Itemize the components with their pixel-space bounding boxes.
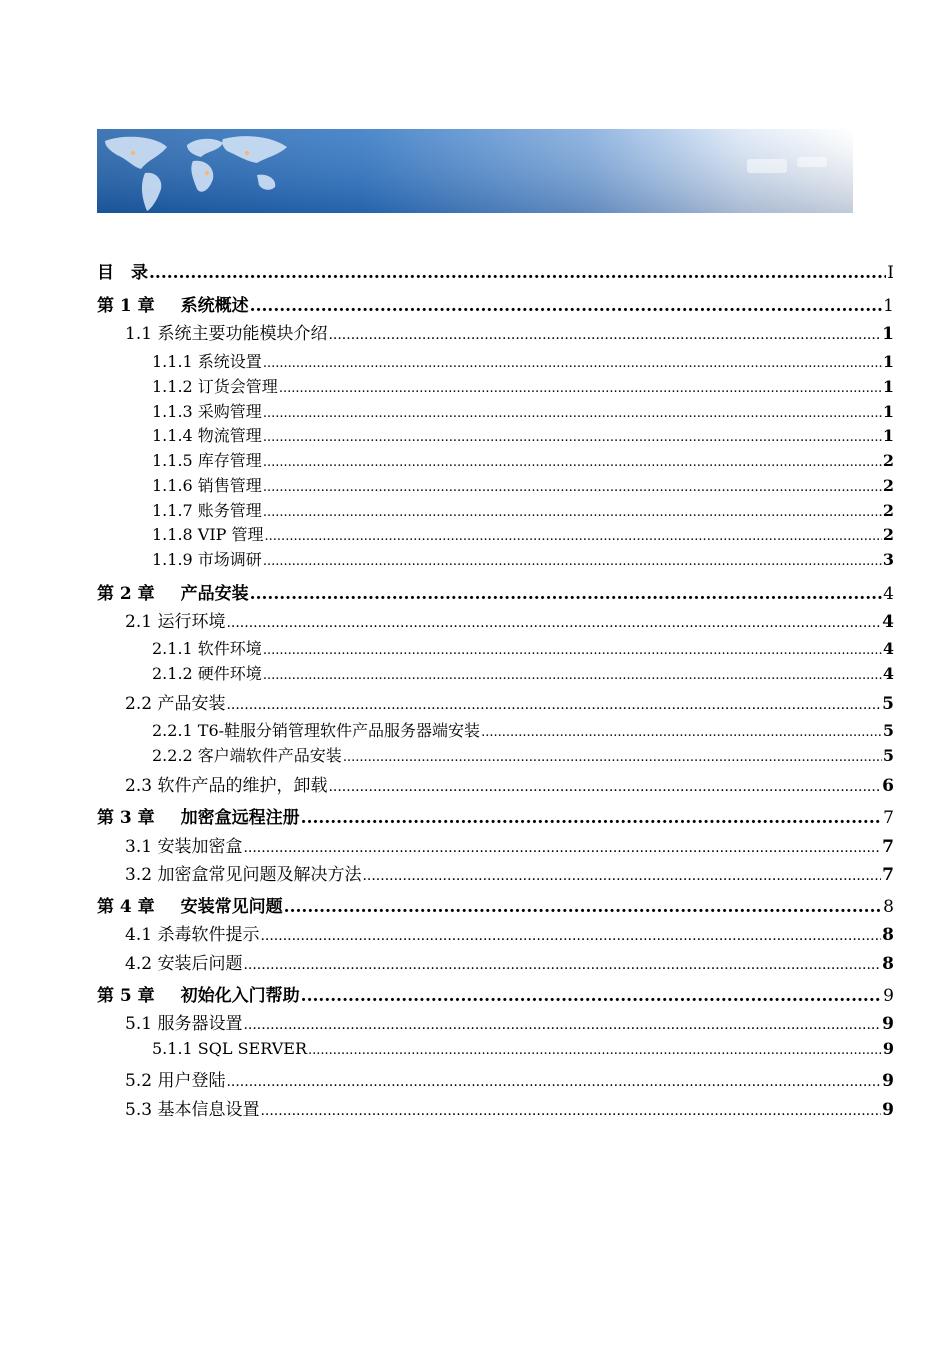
toc-heading[interactable] bbox=[97, 258, 894, 283]
leader-dots bbox=[308, 1043, 882, 1058]
leader-dots bbox=[263, 455, 882, 470]
page-number: 2 bbox=[882, 525, 894, 544]
leader-dots bbox=[226, 615, 881, 631]
page-number: 8 bbox=[882, 954, 894, 974]
page-number: 4 bbox=[882, 612, 894, 632]
page-number: 1 bbox=[882, 426, 894, 445]
leader-dots bbox=[149, 263, 886, 283]
section-title: 5.3 基本信息设置 bbox=[125, 1100, 260, 1120]
toc-section-1-1[interactable] bbox=[97, 319, 894, 344]
page-number: 2 bbox=[882, 476, 894, 495]
toc-section-2-2[interactable] bbox=[97, 689, 894, 714]
page-number: 9 bbox=[883, 986, 894, 1006]
subsection-title: 1.1.2 订货会管理 bbox=[152, 377, 278, 396]
toc-subsection-1-1-7[interactable] bbox=[97, 498, 894, 521]
page-number: 9 bbox=[882, 1039, 894, 1058]
leader-dots bbox=[343, 750, 882, 765]
toc-subsection-2-1-1[interactable] bbox=[97, 636, 894, 659]
chapter-label bbox=[97, 803, 300, 828]
toc-section-2-1[interactable] bbox=[97, 607, 894, 632]
leader-dots bbox=[263, 668, 882, 683]
page-number: 7 bbox=[882, 865, 894, 885]
subsection-title: 2.2.2 客户端软件产品安装 bbox=[152, 746, 342, 765]
toc-subsection-1-1-2[interactable] bbox=[97, 374, 894, 397]
toc-section-3-1[interactable] bbox=[97, 832, 894, 857]
subsection-title: 1.1.6 销售管理 bbox=[152, 476, 262, 495]
subsection-title: 2.1.1 软件环境 bbox=[152, 639, 262, 658]
toc-subsection-2-2-2[interactable] bbox=[97, 743, 894, 766]
chapter-label bbox=[97, 892, 283, 917]
toc-section-5-1[interactable] bbox=[97, 1009, 894, 1034]
leader-dots bbox=[279, 381, 882, 396]
page-number: 7 bbox=[882, 837, 894, 857]
leader-dots bbox=[301, 986, 883, 1006]
page-number: 3 bbox=[882, 550, 894, 569]
subsection-title: 2.2.1 T6-鞋服分销管理软件产品服务器端安装 bbox=[152, 721, 481, 740]
section-title: 2.3 软件产品的维护，卸载 bbox=[125, 776, 328, 796]
page-number: 1 bbox=[882, 324, 894, 344]
subsection-title: 1.1.9 市场调研 bbox=[152, 550, 262, 569]
toc-subsection-1-1-9[interactable] bbox=[97, 547, 894, 570]
page-number: 4 bbox=[883, 584, 894, 604]
toc-chapter-3[interactable] bbox=[97, 803, 894, 828]
leader-dots bbox=[328, 327, 881, 343]
toc-heading-label: 目 录 bbox=[97, 263, 148, 283]
section-title: 4.1 杀毒软件提示 bbox=[125, 925, 260, 945]
page-number: 8 bbox=[883, 897, 894, 917]
leader-dots bbox=[260, 1103, 881, 1119]
leader-dots bbox=[263, 356, 882, 371]
chapter-number: 第 3 章 bbox=[97, 808, 155, 828]
page-number: 5 bbox=[882, 746, 894, 765]
leader-dots bbox=[362, 868, 881, 884]
subsection-title: 5.1.1 SQL SERVER bbox=[152, 1039, 307, 1058]
leader-dots bbox=[243, 1017, 881, 1033]
page-number: 5 bbox=[882, 721, 894, 740]
section-title: 5.2 用户登陆 bbox=[125, 1071, 226, 1091]
leader-dots bbox=[263, 406, 882, 421]
toc-chapter-2[interactable] bbox=[97, 579, 894, 604]
page-number: 9 bbox=[882, 1071, 894, 1091]
leader-dots bbox=[284, 897, 883, 917]
page-number: 1 bbox=[883, 296, 894, 316]
section-title: 3.1 安装加密盒 bbox=[125, 837, 243, 857]
subsection-title: 1.1.4 物流管理 bbox=[152, 426, 262, 445]
page-number: 1 bbox=[882, 402, 894, 421]
chapter-number: 第 5 章 bbox=[97, 986, 155, 1006]
section-title: 2.2 产品安装 bbox=[125, 694, 226, 714]
chapter-title: 产品安装 bbox=[180, 584, 249, 604]
chapter-number: 第 1 章 bbox=[97, 296, 155, 316]
chapter-label bbox=[97, 579, 249, 604]
toc-section-5-3[interactable] bbox=[97, 1095, 894, 1120]
leader-dots bbox=[263, 554, 882, 569]
toc-section-2-3[interactable] bbox=[97, 771, 894, 796]
leader-dots bbox=[263, 643, 882, 658]
subsection-title: 1.1.8 VIP 管理 bbox=[152, 525, 264, 544]
leader-dots bbox=[301, 808, 883, 828]
page-number: 1 bbox=[882, 352, 894, 371]
page-number: 5 bbox=[882, 694, 894, 714]
section-title: 4.2 安装后问题 bbox=[125, 954, 243, 974]
section-title: 1.1 系统主要功能模块介绍 bbox=[125, 324, 328, 344]
chapter-title: 系统概述 bbox=[180, 296, 249, 316]
leader-dots bbox=[328, 779, 881, 795]
leader-dots bbox=[260, 928, 881, 944]
toc-section-4-1[interactable] bbox=[97, 920, 894, 945]
page-number: 8 bbox=[882, 925, 894, 945]
page-number: 1 bbox=[882, 377, 894, 396]
toc-chapter-1[interactable] bbox=[97, 291, 894, 316]
page-number: 6 bbox=[882, 776, 894, 796]
toc-subsection-1-1-8[interactable] bbox=[97, 522, 894, 545]
subsection-title: 1.1.1 系统设置 bbox=[152, 352, 262, 371]
subsection-title: 2.1.2 硬件环境 bbox=[152, 664, 262, 683]
leader-dots bbox=[263, 505, 882, 520]
leader-dots bbox=[263, 430, 882, 445]
world-map-banner bbox=[97, 129, 853, 213]
page-number: 4 bbox=[882, 664, 894, 683]
toc-subsection-5-1-1[interactable] bbox=[97, 1039, 894, 1058]
chapter-number: 第 4 章 bbox=[97, 897, 155, 917]
page-number: 9 bbox=[882, 1014, 894, 1034]
section-title: 2.1 运行环境 bbox=[125, 612, 226, 632]
leader-dots bbox=[250, 584, 883, 604]
toc-chapter-5[interactable] bbox=[97, 981, 894, 1006]
leader-dots bbox=[243, 957, 881, 973]
chapter-label bbox=[97, 981, 300, 1006]
toc-subsection-1-1-1[interactable] bbox=[97, 349, 894, 372]
chapter-number: 第 2 章 bbox=[97, 584, 155, 604]
leader-dots bbox=[263, 480, 882, 495]
subsection-title: 1.1.5 库存管理 bbox=[152, 451, 262, 470]
leader-dots bbox=[265, 529, 882, 544]
page-number: I bbox=[887, 263, 894, 283]
section-title: 3.2 加密盒常见问题及解决方法 bbox=[125, 865, 362, 885]
subsection-title: 1.1.3 采购管理 bbox=[152, 402, 262, 421]
page-number: 9 bbox=[882, 1100, 894, 1120]
leader-dots bbox=[226, 1074, 881, 1090]
chapter-title: 加密盒远程注册 bbox=[180, 808, 300, 828]
page-number: 2 bbox=[882, 451, 894, 470]
page-number: 2 bbox=[882, 501, 894, 520]
toc-section-4-2[interactable] bbox=[97, 949, 894, 974]
leader-dots bbox=[226, 697, 881, 713]
toc-subsection-1-1-3[interactable] bbox=[97, 399, 894, 422]
toc-section-3-2[interactable] bbox=[97, 860, 894, 885]
toc-chapter-4[interactable] bbox=[97, 892, 894, 917]
subsection-title: 1.1.7 账务管理 bbox=[152, 501, 262, 520]
section-title: 5.1 服务器设置 bbox=[125, 1014, 243, 1034]
toc-subsection-2-2-1[interactable] bbox=[97, 718, 894, 741]
page-number: 4 bbox=[882, 639, 894, 658]
toc-subsection-1-1-6[interactable] bbox=[97, 473, 894, 496]
toc-subsection-2-1-2[interactable] bbox=[97, 661, 894, 684]
leader-dots bbox=[481, 725, 882, 740]
toc-section-5-2[interactable] bbox=[97, 1066, 894, 1091]
chapter-title: 初始化入门帮助 bbox=[180, 986, 300, 1006]
page-number: 7 bbox=[883, 808, 894, 828]
leader-dots bbox=[243, 840, 881, 856]
leader-dots bbox=[250, 296, 883, 316]
chapter-label bbox=[97, 291, 249, 316]
toc-subsection-1-1-4[interactable] bbox=[97, 423, 894, 446]
chapter-title: 安装常见问题 bbox=[180, 897, 283, 917]
toc-subsection-1-1-5[interactable] bbox=[97, 448, 894, 471]
